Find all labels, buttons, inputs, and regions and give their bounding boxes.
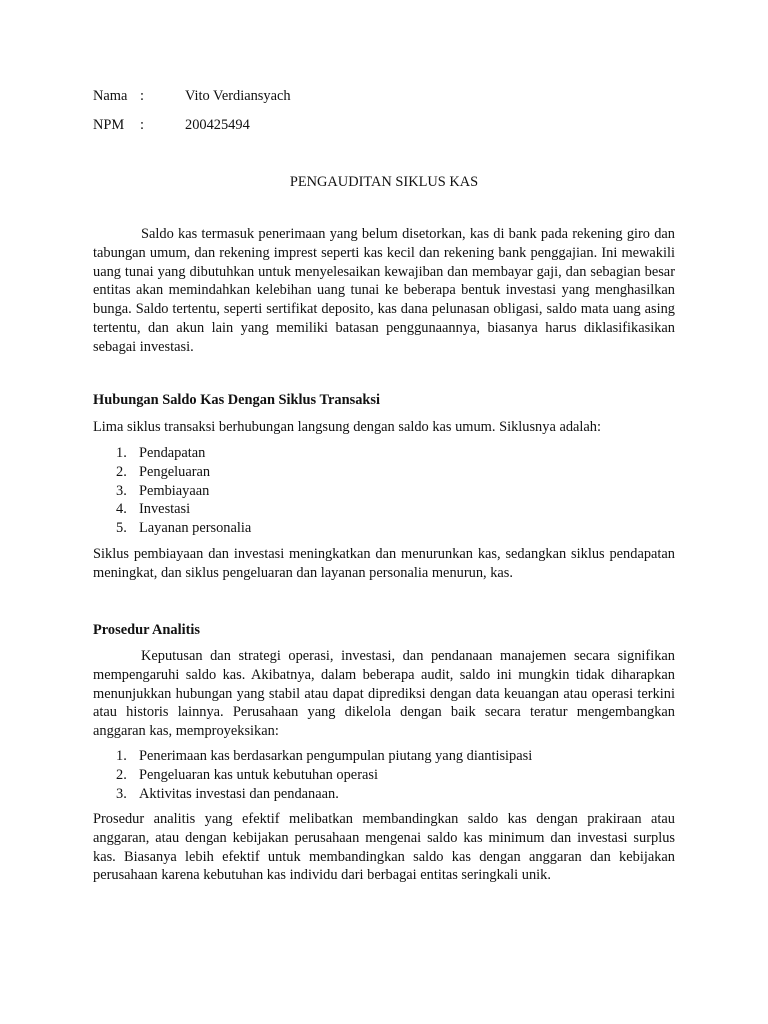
list-item-number: 4.	[116, 501, 127, 518]
npm-label: NPM	[93, 117, 125, 133]
list-item-number: 2.	[116, 463, 127, 480]
list-item	[93, 519, 675, 538]
section1-closing-paragraph: Siklus pembiayaan dan investasi meningkatkan dan menurunkan kas, sedangkan siklus pendapatan meningkat, dan siklus pengeluaran dan layanan personalia menurun, kas.	[93, 546, 675, 581]
list-item	[93, 500, 675, 519]
list-item-text: Pengeluaran	[139, 463, 211, 480]
list-item-text: Pengeluaran kas untuk kebutuhan operasi	[139, 766, 378, 783]
list-item-text: Investasi	[139, 501, 191, 518]
list-item-number: 3.	[116, 482, 127, 499]
list-item	[93, 785, 675, 804]
name-colon: :	[140, 88, 144, 104]
npm-value: 200425494	[185, 117, 250, 133]
section2-lead-paragraph: Keputusan dan strategi operasi, investasi, dan pendanaan manajemen secara signifikan mempengaruhi saldo kas. Akibatnya, dalam beberapa audit, saldo ini mungkin tidak diharapkan menunjukkan hubungan yang stabil atau dapat diprediksi dengan data keuangan atau operasi terkini atau historis lainnya. Perusahaan yang dikelola dengan baik secara teratur mengembangkan anggaran kas, memproyeksikan:	[93, 648, 675, 740]
list-item-text: Pembiayaan	[139, 482, 210, 499]
list-item-text: Layanan personalia	[139, 520, 252, 537]
list-item-number: 1.	[116, 748, 127, 764]
list-item-number: 5.	[116, 520, 127, 537]
cash-budget-projection-list	[93, 747, 675, 803]
list-item	[93, 766, 675, 785]
name-value: Vito Verdiansyach	[185, 88, 291, 104]
list-item-number: 3.	[116, 785, 127, 802]
list-item	[93, 463, 675, 482]
list-item	[93, 444, 675, 463]
name-label: Nama	[93, 88, 128, 104]
list-item-number: 1.	[116, 445, 127, 461]
section-heading-cash-cycle: Hubungan Saldo Kas Dengan Siklus Transaksi	[93, 392, 381, 408]
list-item-text: Pendapatan	[139, 445, 206, 461]
npm-colon: :	[140, 117, 144, 133]
list-item-number: 2.	[116, 766, 127, 783]
list-item	[93, 747, 675, 766]
list-item-text: Aktivitas investasi dan pendanaan.	[139, 785, 339, 802]
list-item-text: Penerimaan kas berdasarkan pengumpulan piutang yang diantisipasi	[139, 748, 533, 764]
document-title: PENGAUDITAN SIKLUS KAS	[289, 174, 479, 190]
section-heading-analytical-procedures: Prosedur Analitis	[93, 622, 201, 638]
intro-paragraph: Saldo kas termasuk penerimaan yang belum disetorkan, kas di bank pada rekening giro dan tabungan umum, dan rekening imprest seperti kas kecil dan rekening bank penggajian. Ini mewakili uang tunai yang dibutuhkan untuk menyelesaikan kewajiban dan membayar gaji, dan sebagian besar entitas akan memindahkan kelebihan uang tunai ke beberapa bentuk investasi yang menghasilkan bunga. Saldo tertentu, seperti sertifikat deposito, kas dana pelunasan obligasi, saldo mata uang asing tertentu, dan akun lain yang memiliki batasan penggunaannya, biasanya harus diklasifikasikan sebagai investasi.	[93, 226, 675, 355]
list-item	[93, 482, 675, 501]
transaction-cycle-list	[93, 444, 675, 538]
section1-lead-text: Lima siklus transaksi berhubungan langsung dengan saldo kas umum. Siklusnya adalah:	[93, 419, 601, 435]
section2-closing-paragraph: Prosedur analitis yang efektif melibatkan membandingkan saldo kas dengan prakiraan atau anggaran, atau dengan kebijakan perusahaan mengenai saldo kas minimum dan investasi surplus kas. Biasanya lebih efektif untuk membandingkan saldo kas dengan anggaran dan kebijakan perusahaan karena kebutuhan kas individu dari berbagai entitas seringkali unik.	[93, 811, 675, 884]
